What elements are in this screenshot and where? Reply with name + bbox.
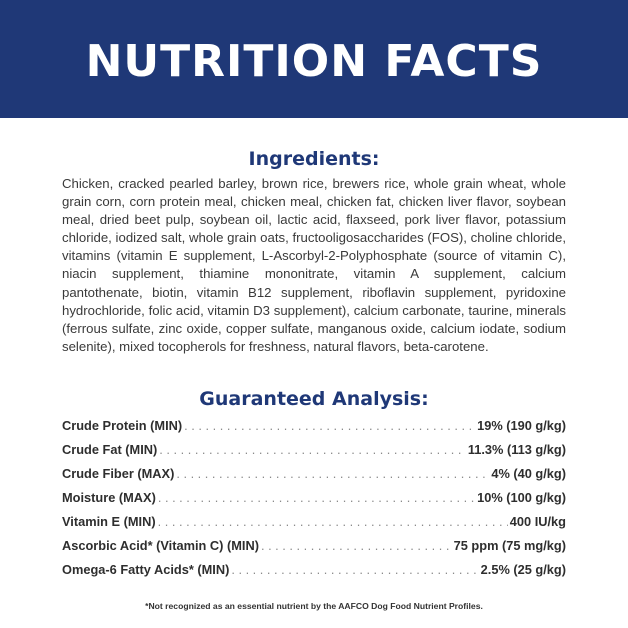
- analysis-row-name: Moisture (MAX): [62, 490, 156, 505]
- guaranteed-analysis-heading: Guaranteed Analysis:: [199, 388, 429, 410]
- dot-leader: [231, 562, 478, 577]
- ingredients-heading: Ingredients:: [248, 148, 380, 170]
- dot-leader: [159, 442, 466, 457]
- analysis-row-name: Crude Fat (MIN): [62, 442, 158, 457]
- analysis-row-name: Crude Protein (MIN): [62, 418, 183, 433]
- page-title: NUTRITION FACTS: [85, 35, 543, 87]
- dot-leader: [184, 418, 475, 433]
- analysis-row-crude-fat: [62, 442, 566, 466]
- dot-leader: [158, 514, 508, 529]
- analysis-row-vitamin-e: [62, 514, 566, 538]
- analysis-row-name: Ascorbic Acid* (Vitamin C) (MIN): [62, 538, 259, 553]
- analysis-row-value: 75 ppm (75 mg/kg): [453, 538, 566, 553]
- analysis-row-ascorbic-acid: [62, 538, 566, 562]
- analysis-row-omega-6: [62, 562, 566, 586]
- analysis-row-name: Crude Fiber (MAX): [62, 466, 175, 481]
- dot-leader: [176, 466, 489, 481]
- analysis-row-value: 19% (190 g/kg): [477, 418, 566, 433]
- analysis-row-crude-fiber: [62, 466, 566, 490]
- dot-leader: [261, 538, 452, 553]
- analysis-row-value: 2.5% (25 g/kg): [480, 562, 566, 577]
- footnote: *Not recognized as an essential nutrient by the AAFCO Dog Food Nutrient Profiles.: [145, 601, 483, 611]
- analysis-row-name: Vitamin E (MIN): [62, 514, 156, 529]
- analysis-row-value: 11.3% (113 g/kg): [467, 442, 566, 457]
- analysis-row-value: 400 IU/kg: [509, 514, 566, 529]
- analysis-row-moisture: [62, 490, 566, 514]
- analysis-row-value: 4% (40 g/kg): [491, 466, 566, 481]
- analysis-row-name: Omega-6 Fatty Acids* (MIN): [62, 562, 230, 577]
- header-banner: [0, 0, 628, 118]
- analysis-row-crude-protein: [62, 418, 566, 442]
- ingredients-text: Chicken, cracked pearled barley, brown rice, brewers rice, whole grain wheat, whole grain corn, corn protein meal, chicken meal, chicken fat, chicken liver flavor, soybean meal, dried beet pulp, soybean oil, lactic acid, flaxseed, pork liver flavor, potassium chloride, iodized salt, whole grain oats, fructooligosaccharides (FOS), choline chloride, vitamins (vitamin E supplement, L-Ascorbyl-2-Polyphosphate (source of vitamin C), niacin supplement, thiamine mononitrate, vitamin A supplement, calcium pantothenate, biotin, vitamin B12 supplement, riboflavin supplement, pyridoxine hydrochloride, folic acid, vitamin D3 supplement), calcium carbonate, taurine, minerals (ferrous sulfate, zinc oxide, copper sulfate, manganous oxide, calcium iodate, sodium selenite), mixed tocopherols for freshness, natural flavors, beta-carotene.: [62, 176, 566, 354]
- guaranteed-analysis-list: [62, 418, 566, 586]
- dot-leader: [158, 490, 475, 505]
- analysis-row-value: 10% (100 g/kg): [477, 490, 566, 505]
